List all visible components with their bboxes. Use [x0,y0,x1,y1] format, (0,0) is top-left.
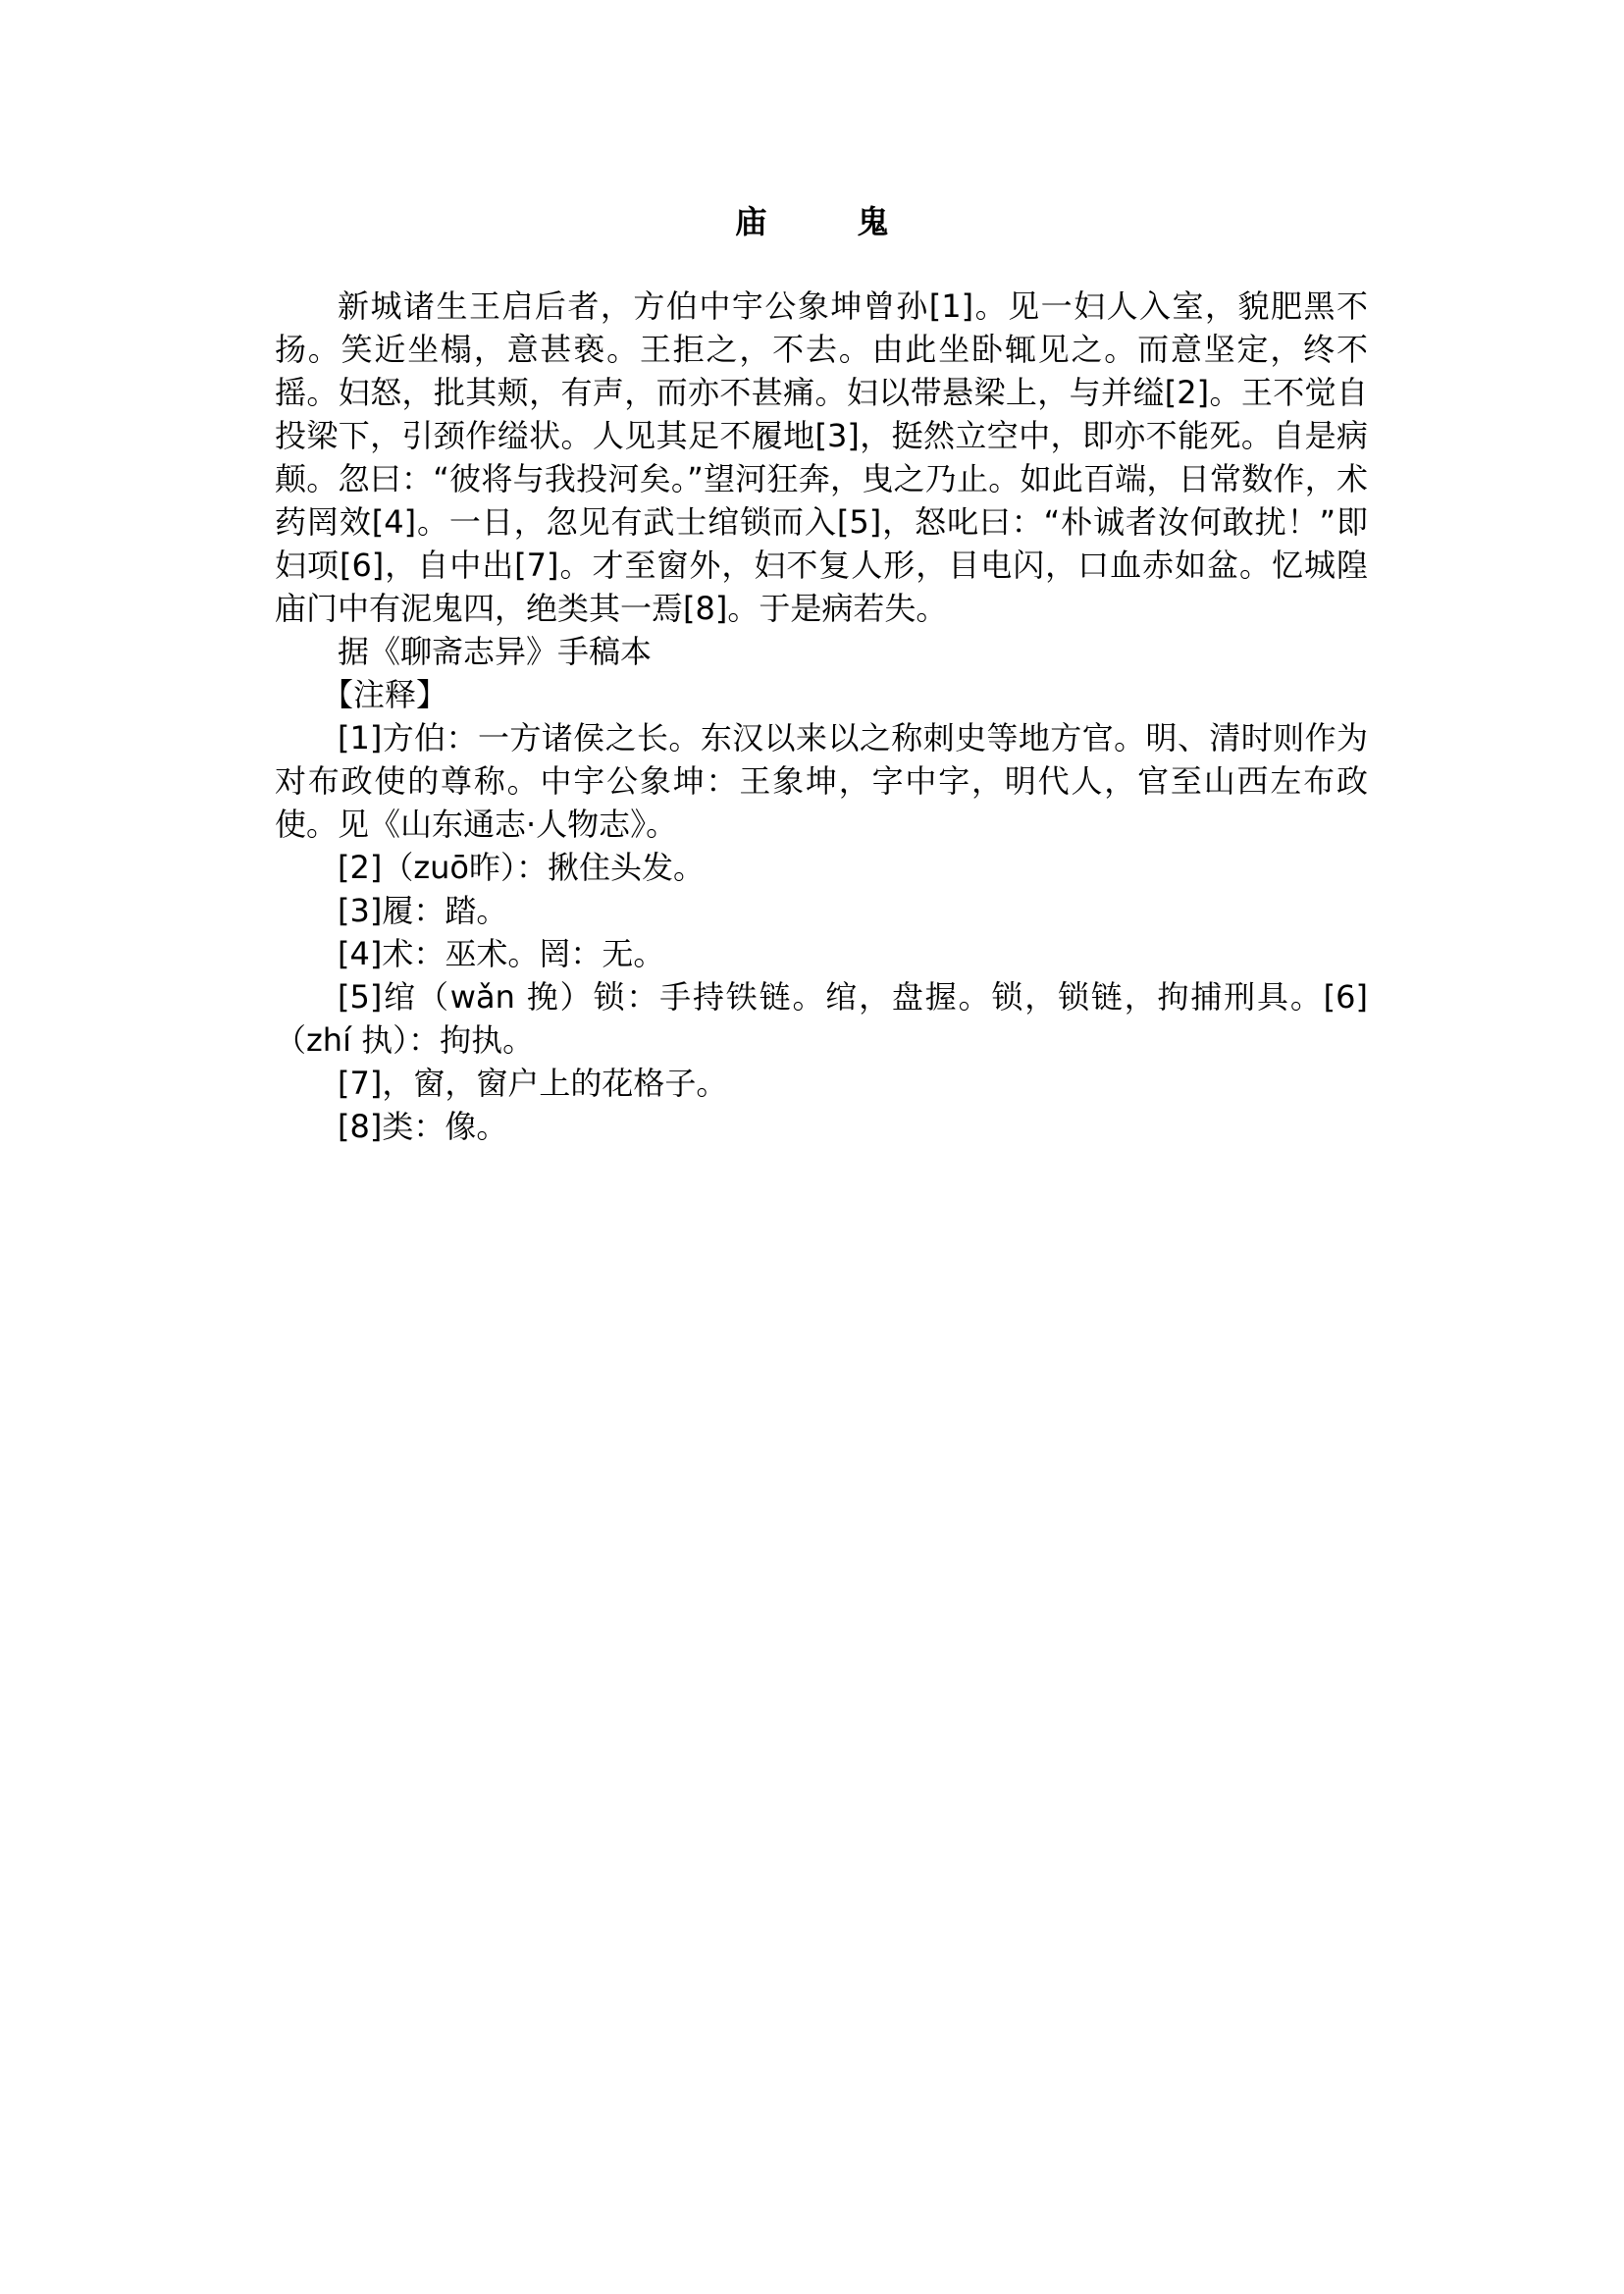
note-5: [5]绾（wǎn 挽）锁：手持铁链。绾，盘握。锁，锁链，拘捕刑具。[6]（zhí 执）：拘执。 [275,978,1368,1059]
document-body [275,285,1368,1148]
note-4: [4]术：巫术。罔：无。 [338,935,665,972]
note-2: [2]（zuō昨）：揪住头发。 [338,849,705,886]
note-1: [1]方伯：一方诸侯之长。东汉以来以之称刺史等地方官。明、清时则作为对布政使的尊称。中宇公象坤：王象坤，字中字，明代人，官至山西左布政使。见《山东通志·人物志》。 [275,719,1368,843]
notes-heading: 【注释】 [322,676,448,713]
source-line: 据《聊斋志异》手稿本 [338,633,653,670]
main-text: 新城诸生王启后者，方伯中宇公象坤曾孙[1]。见一妇人入室，貌肥黑不扬。笑近坐榻，意甚亵。王拒之，不去。由此坐卧辄见之。而意坚定，终不摇。妇怒，批其颊，有声，而亦不甚痛。妇以带悬梁上，与并缢[2]。王不觉自投梁下，引颈作缢状。人见其足不履地[3]，挺然立空中，即亦不能死。自是病颠。忽曰：“彼将与我投河矣。”望河狂奔，曳之乃止。如此百端，日常数作，术药罔效[4]。一日，忽见有武士绾锁而入[5]，怒叱曰：“朴诚者汝何敢扰！”即妇项[6]，自中出[7]。才至窗外，妇不复人形，目电闪，口血赤如盆。忆城隍庙门中有泥鬼四，绝类其一焉[8]。于是病若失。 [275,287,1368,627]
note-3: [3]履：踏。 [338,892,508,929]
document-title: 庙 鬼 [735,203,918,240]
note-7: [7]，窗，窗户上的花格子。 [338,1065,728,1102]
note-8: [8]类：像。 [338,1108,508,1145]
